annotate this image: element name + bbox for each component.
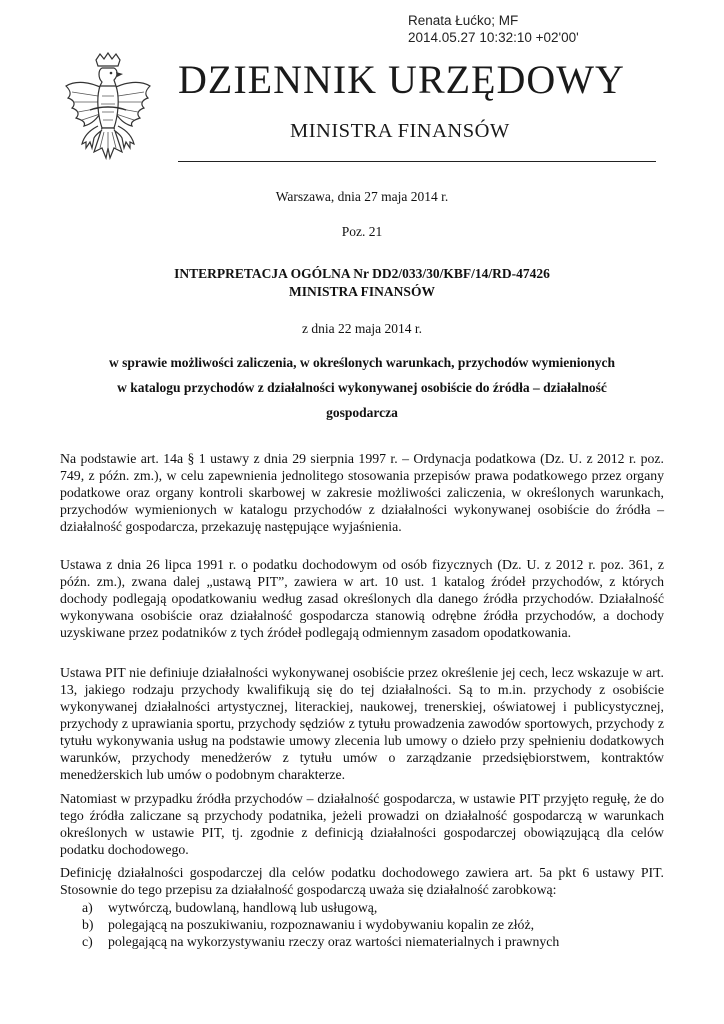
list-marker: a) [82, 900, 93, 915]
paragraph: Na podstawie art. 14a § 1 ustawy z dnia 29 sierpnia 1997 r. – Ordynacja podatkowa (Dz. U. z 2012 r. poz. 749, z późn. zm.), w celu zapewnienia jednolitego stosowania przepisów prawa podatkowego przez organy podatkowe oraz organy kontroli skarbowej w zakresie możliwości zaliczenia, w określonych warunkach, przychodów wymienionych w katalogu przychodów z działalności wykonywanej osobiście do źródła – działalność gospodarcza, przekazuję następujące wyjaśnienia. [60, 451, 664, 534]
list-item [82, 916, 559, 933]
position-number: Poz. 21 [341, 224, 383, 239]
list-item [82, 933, 559, 950]
journal-title: DZIENNIK URZĘDOWY [178, 57, 625, 102]
paragraph: Natomiast w przypadku źródła przychodów – działalność gospodarcza, w ustawie PIT przyjęto regułę, że do tego źródła zaliczane są przychody podatnika, jeżeli prowadzi on działalność gospodarczą w warunkach określonych w ustawie PIT, tj. zgodnie z definicją działalności gospodarczej obowiązującą dla celów podatku dochodowego. [60, 791, 664, 857]
paragraph-legal-basis [60, 450, 664, 535]
signature-name: Renata Łućko; MF [408, 13, 519, 28]
list-item-text: wytwórczą, budowlaną, handlową lub usługową, [108, 900, 378, 915]
subject-line-1: w sprawie możliwości zaliczenia, w określonych warunkach, przychodów wymienionych [109, 355, 615, 370]
paragraph-definition [60, 864, 664, 898]
place-date: Warszawa, dnia 27 maja 2014 r. [275, 189, 449, 204]
paragraph-pit-act [60, 556, 664, 641]
paragraph: Ustawa z dnia 26 lipca 1991 r. o podatku dochodowym od osób fizycznych (Dz. U. z 2012 r. poz. 361, z późn. zm.), zwana dalej „ustawą PIT”, zawiera w art. 10 ust. 1 katalog źródeł przychodów, z których dochody podlegają opodatkowaniu według zasad określonych dla danego źródła przychodów. Działalność wykonywana osobiście oraz działalność gospodarcza stanowią odrębne źródła przychodów, a dochody uzyskiwane przez podatników z tych źródeł podlegają odmiennym zasadom opodatkowania. [60, 557, 664, 640]
paragraph-personal-activity [60, 664, 664, 783]
header-divider [178, 161, 656, 162]
subject-line-2: w katalogu przychodów z działalności wykonywanej osobiście do źródła – działalność [117, 380, 607, 395]
interpretation-date: z dnia 22 maja 2014 r. [302, 321, 422, 336]
paragraph: Ustawa PIT nie definiuje działalności wykonywanej osobiście przez określenie jej cech, lecz wskazuje w art. 13, jakiego rodzaju przychody kwalifikują się do tej działalności. Są to m.in. przychody z osobiście wykonywanej działalności artystycznej, literackiej, naukowej, trenerskiej, oświatowej i publicystycznej, przychody z uprawiania sportu, przychody sędziów z tytułu prowadzenia zawodów sportowych, przychody z tytułu wykonywania usług na podstawie umowy zlecenia lub umowy o dzieło przy spełnieniu dodatkowych warunków, przychody menedżerów z tytułu umów o zarządzanie przedsiębiorstwem, kontraktów menedżerskich lub umów o podobnym charakterze. [60, 665, 664, 782]
list-item [82, 899, 559, 916]
ministry-subtitle: MINISTRA FINANSÓW [290, 120, 510, 142]
interpretation-title: INTERPRETACJA OGÓLNA Nr DD2/033/30/KBF/14/RD-47426 [174, 266, 550, 281]
activity-list [82, 899, 559, 950]
list-item-text: polegającą na wykorzystywaniu rzeczy oraz wartości niematerialnych i prawnych [108, 934, 560, 949]
interpretation-issuer: MINISTRA FINANSÓW [289, 284, 435, 299]
paragraph: Definicję działalności gospodarczej dla celów podatku dochodowego zawiera art. 5a pkt 6 ustawy PIT. Stosownie do tego przepisu za działalność gospodarczą uważa się działalność zarobkową: [60, 865, 664, 897]
digital-signature [408, 12, 579, 46]
signature-timestamp: 2014.05.27 10:32:10 +02'00' [408, 30, 579, 45]
paragraph-business-activity [60, 790, 664, 858]
list-item-text: polegającą na poszukiwaniu, rozpoznawaniu i wydobywaniu kopalin ze złóż, [108, 917, 535, 932]
polish-eagle-emblem-icon [60, 52, 156, 170]
list-marker: b) [82, 917, 94, 932]
subject-line-3: gospodarcza [326, 405, 398, 420]
list-marker: c) [82, 934, 93, 949]
